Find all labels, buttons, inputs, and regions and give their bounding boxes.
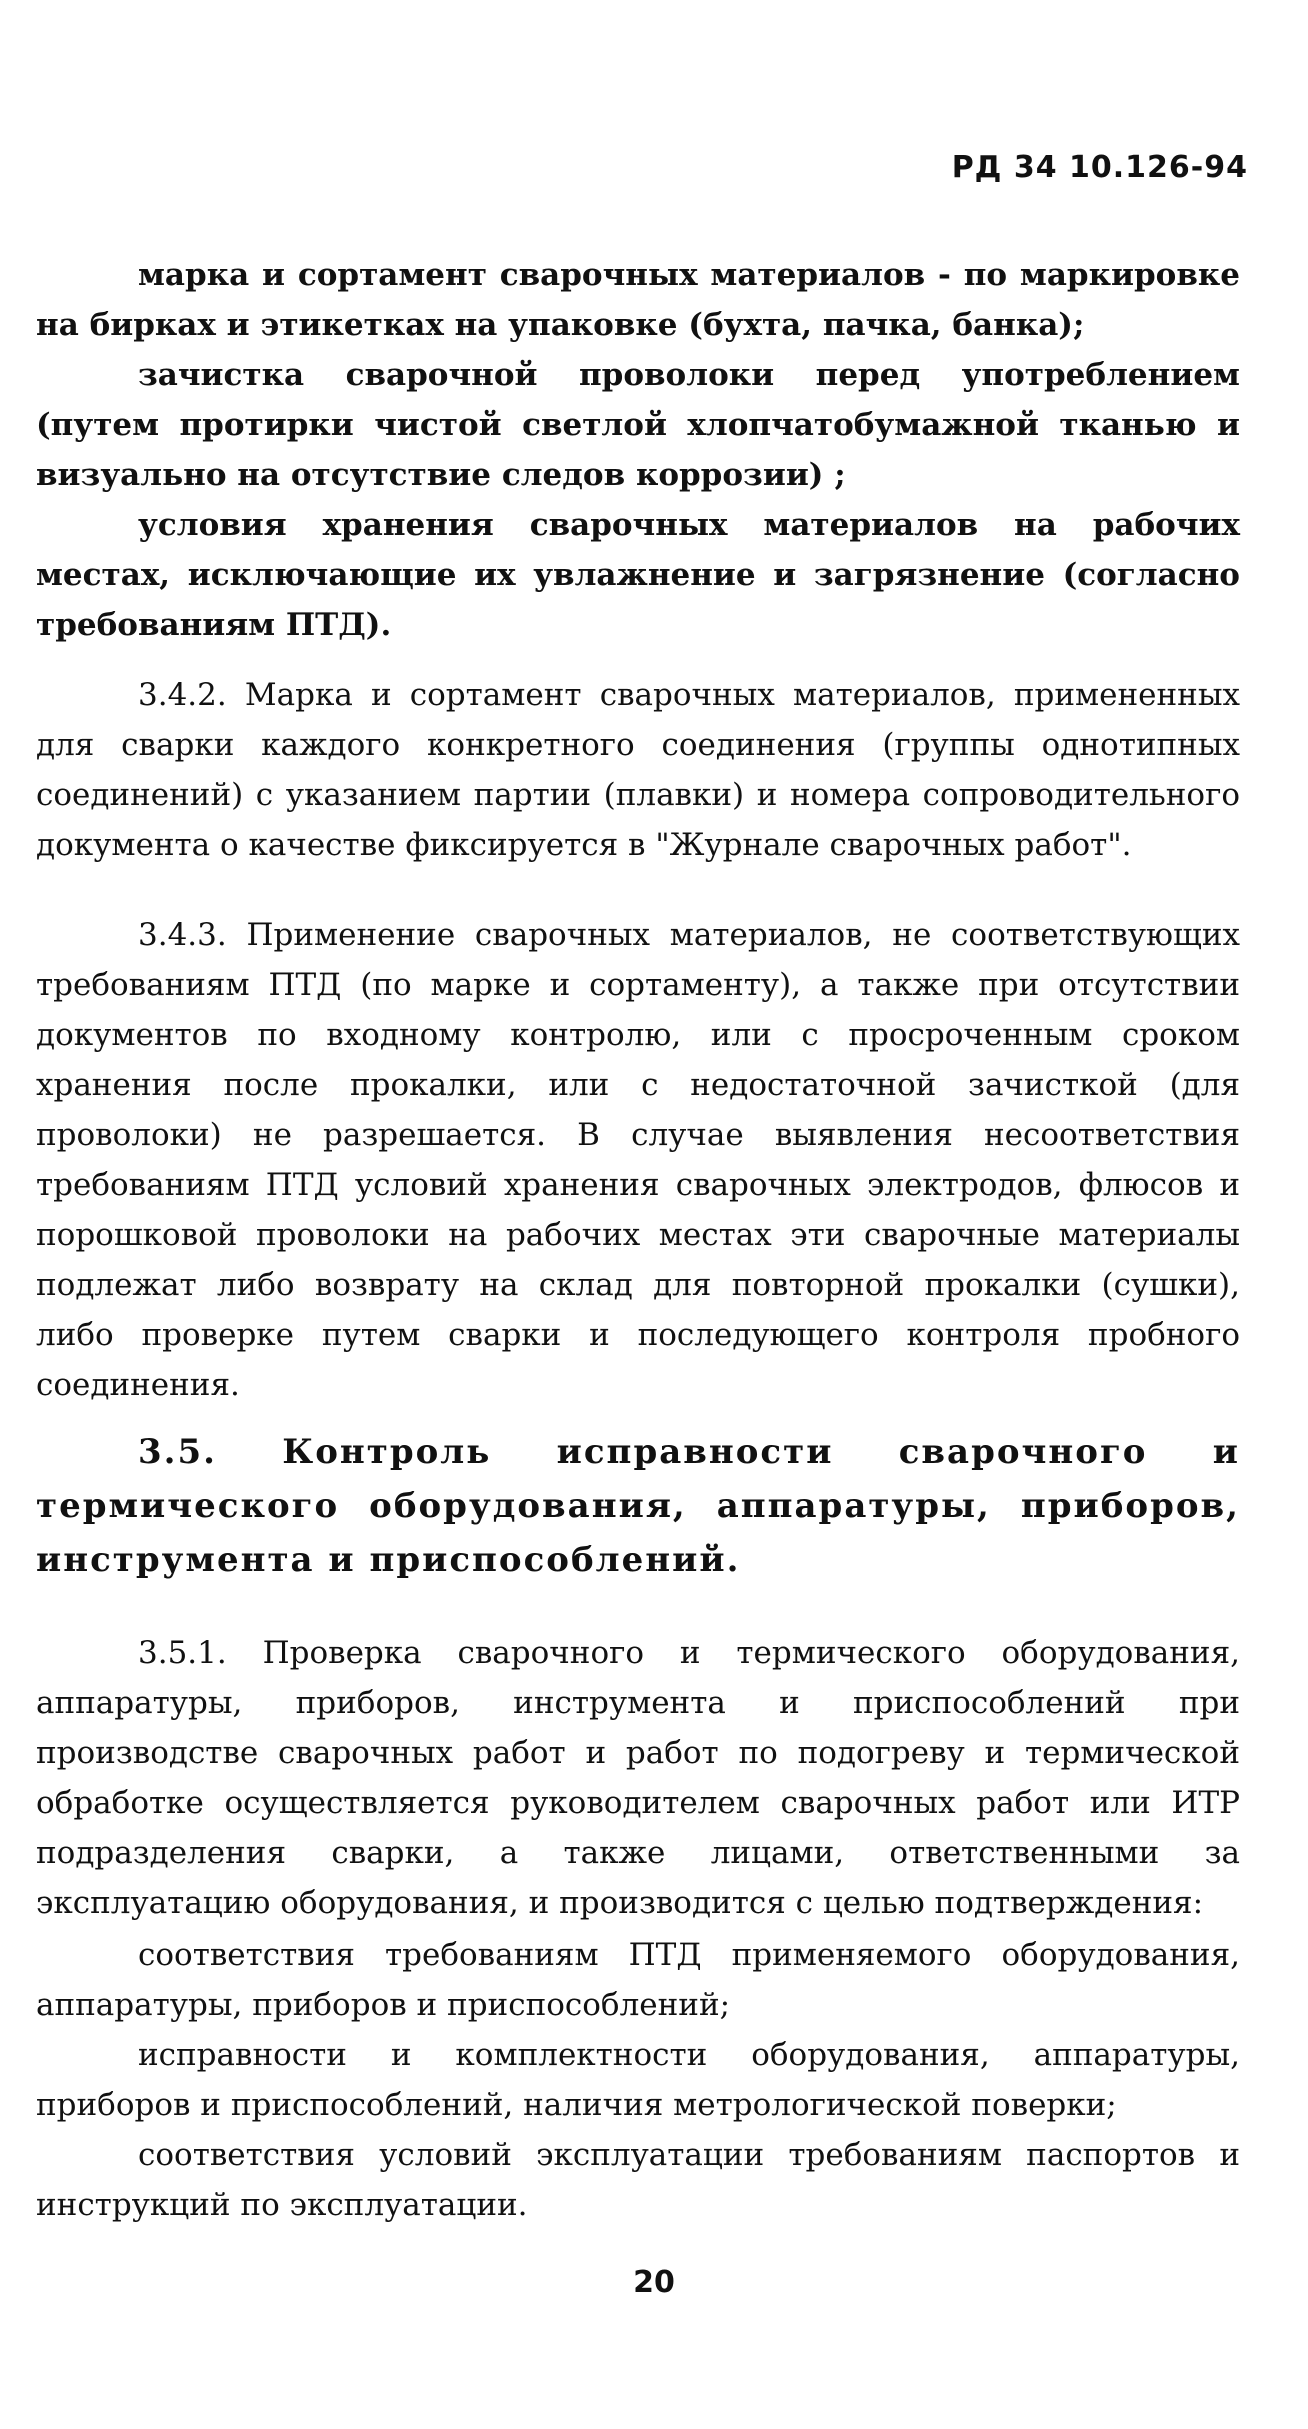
document-code-header: РД 34 10.126-94 <box>951 150 1248 185</box>
list-item-marking: марка и сортамент сварочных материалов - по маркировке на бирках и этикетках на упаковке (бухта, пачка, банка); <box>36 257 1240 343</box>
section-title-3-5: 3.5. Контроль исправности сварочного и термического оборудования, аппаратуры, приборов, инструмента и приспособлений. <box>36 1432 1240 1580</box>
list-item-operating-conditions: соответствия условий эксплуатации требованиям паспортов и инструкций по эксплуатации. <box>36 2137 1240 2223</box>
list-item-storage: условия хранения сварочных материалов на рабочих местах, исключающие их увлажнение и загрязнение (согласно требованиям ПТД). <box>36 507 1240 643</box>
list-item-serviceability: исправности и комплектности оборудования, аппаратуры, приборов и приспособлений, наличия метрологической поверки; <box>36 2037 1240 2123</box>
page-number: 20 <box>633 2265 675 2300</box>
paragraph-3-4-2: 3.4.2. Марка и сортамент сварочных материалов, примененных для сварки каждого конкретного соединения (группы однотипных соединений) с указанием партии (плавки) и номера сопроводительного документа о качестве фиксируется в "Журнале сварочных работ". <box>36 677 1240 863</box>
list-item-compliance: соответствия требованиям ПТД применяемого оборудования, аппаратуры, приборов и приспособлений; <box>36 1937 1240 2023</box>
list-item-cleaning: зачистка сварочной проволоки перед употреблением (путем протирки чистой светлой хлопчатобумажной тканью и визуально на отсутствие следов коррозии) ; <box>36 357 1240 493</box>
paragraph-3-5-1: 3.5.1. Проверка сварочного и термического оборудования, аппаратуры, приборов, инструмента и приспособлений при производстве сварочных работ и работ по подогреву и термической обработке осуществляется руководителем сварочных работ или ИТР подразделения сварки, а также лицами, ответственными за эксплуатацию оборудования, и производится с целью подтверждения: <box>36 1635 1240 1921</box>
paragraph-3-4-3: 3.4.3. Применение сварочных материалов, не соответствующих требованиям ПТД (по марке и сортаменту), а также при отсутствии документов по входному контролю, или с просроченным сроком хранения после прокалки, или с недостаточной зачисткой (для проволоки) не разрешается. В случае выявления несоответствия требованиям ПТД условий хранения сварочных электродов, флюсов и порошковой проволоки на рабочих местах эти сварочные материалы подлежат либо возврату на склад для повторной прокалки (сушки), либо проверке путем сварки и последующего контроля пробного соединения. <box>36 917 1240 1403</box>
